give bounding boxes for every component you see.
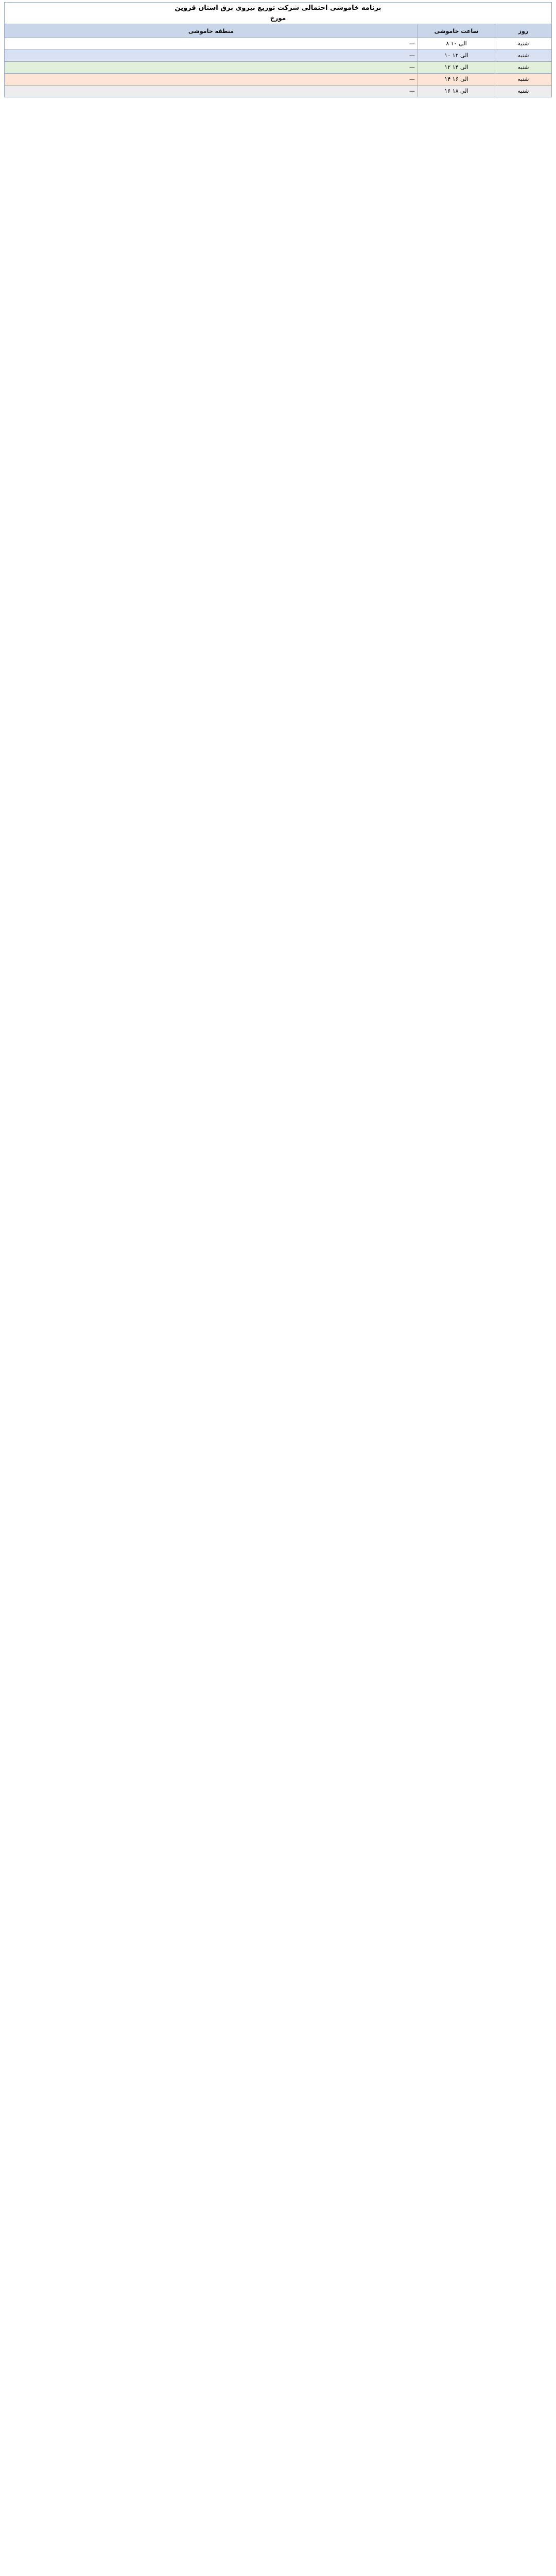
column-header-day: روز — [495, 24, 552, 38]
table-row — [5, 73, 552, 85]
table-header-row — [5, 24, 552, 38]
table-body — [5, 38, 552, 97]
document-title: برنامه خاموشی احتمالی شرکت توزیع نیروی برق استان قزوین — [175, 4, 381, 12]
title-block — [4, 2, 552, 24]
cell-day: شنبه — [495, 49, 552, 61]
cell-time: ۱۶ الی ۱۸ — [418, 85, 495, 97]
cell-time: ۱۴ الی ۱۶ — [418, 73, 495, 85]
cell-day: شنبه — [495, 38, 552, 50]
document-date: مورخ — [270, 14, 286, 22]
cell-day: شنبه — [495, 85, 552, 97]
table-row — [5, 49, 552, 61]
table-row — [5, 85, 552, 97]
cell-area: — — [5, 61, 418, 73]
cell-area: — — [5, 73, 418, 85]
cell-day: شنبه — [495, 61, 552, 73]
table-row — [5, 61, 552, 73]
outage-table — [4, 24, 552, 97]
column-header-time: ساعت خاموشی — [418, 24, 495, 38]
cell-area: — — [5, 49, 418, 61]
outage-schedule-sheet — [4, 2, 552, 97]
cell-area: — — [5, 85, 418, 97]
column-header-area: منطقه خاموشی — [5, 24, 418, 38]
table-row — [5, 38, 552, 50]
cell-time: ۸ الی ۱۰ — [418, 38, 495, 50]
cell-time: ۱۰ الی ۱۲ — [418, 49, 495, 61]
cell-area: — — [5, 38, 418, 50]
cell-day: شنبه — [495, 73, 552, 85]
cell-time: ۱۲ الی ۱۴ — [418, 61, 495, 73]
